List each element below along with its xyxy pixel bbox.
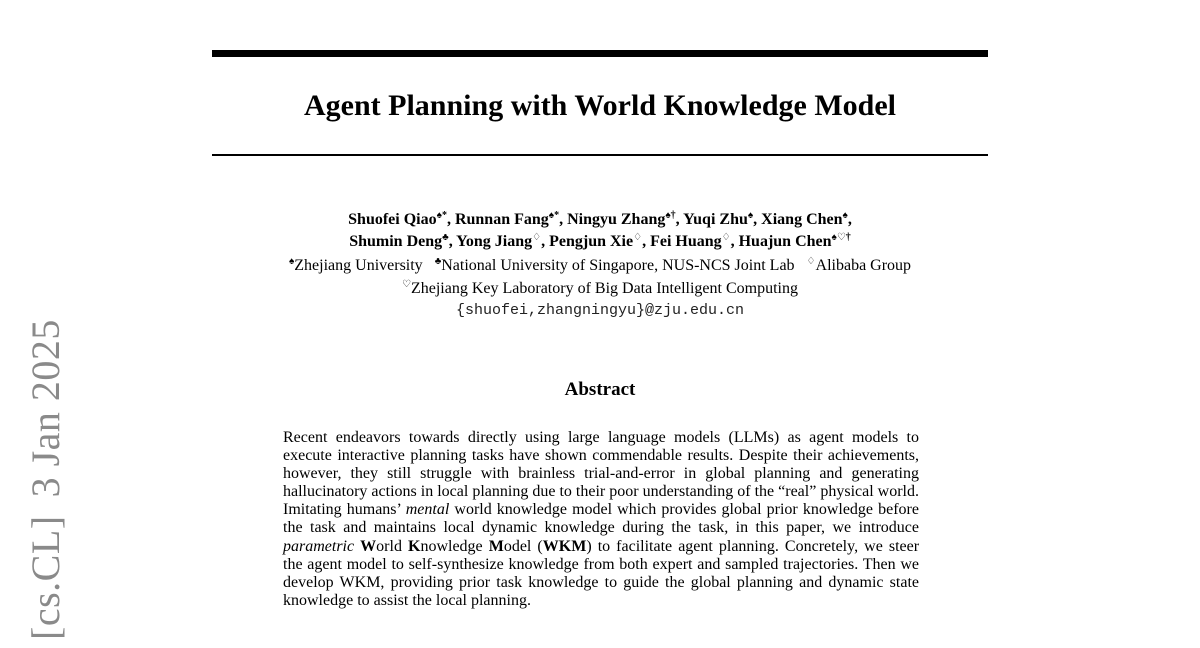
- abstract-text: ) to facilitate agent planning. Concretely, we steer the agent model to self-synthesize knowledge from both expert and sampled trajectories. Then we develop WKM, providing prior task knowledge to guide the global planning and dynamic state knowledge to assist the local planning.: [283, 537, 920, 609]
- title-top-rule: [212, 50, 988, 57]
- abstract-body: [283, 429, 919, 610]
- author-email: {shuofei,zhangningyu}@zju.edu.cn: [455, 302, 745, 319]
- affiliation-line-1: [200, 255, 1000, 277]
- paper-title: Agent Planning with World Knowledge Model: [303, 89, 896, 122]
- affiliation-zju: Zhejiang University: [294, 257, 423, 274]
- affiliation-line-2: [200, 278, 1000, 300]
- abstract-text: Recent endeavors towards directly using large language models (LLMs) as agent models to execute interactive planning tasks have shown commendable results. Despite their achievements, however, they still struggle with brainless trial-and-error in global planning and generating hallucinatory actions in local planning due to their poor understanding of the “real” physical world. Imitating humans’: [283, 429, 919, 519]
- abstract-text: orld: [376, 537, 408, 555]
- abstract-text: world knowledge model which provides global prior knowledge before the task and maintains local dynamic knowledge during the task, in this paper, we introduce: [283, 501, 919, 537]
- abstract-text: odel (: [503, 537, 543, 555]
- abstract-text: nowledge: [420, 537, 489, 555]
- arxiv-identifier: [22, 319, 69, 640]
- author-mark: ♠*: [436, 210, 447, 221]
- author-line-2: Shumin Deng♣, Yong Jiang♢, Pengjun Xie♢, Fei Huang♢, Huajun Chen♠♡†: [349, 232, 851, 250]
- author-mark: ♠: [842, 210, 848, 221]
- author-mark: ♠*: [548, 210, 560, 221]
- arxiv-category: [cs.CL]: [23, 515, 68, 640]
- author-name: Ningyu Zhang: [567, 211, 666, 228]
- author-mark: ♠♡†: [831, 232, 851, 243]
- author-mark: ♢: [721, 232, 731, 243]
- affiliation-nus: National University of Singapore, NUS-NCS Joint Lab: [441, 257, 795, 274]
- abstract-bold-wkm: WKM: [542, 537, 587, 555]
- abstract-italic-parametric: parametric: [283, 537, 355, 555]
- author-mark: ♠†: [665, 210, 676, 221]
- abstract-bold-k: K: [408, 537, 421, 555]
- title-bottom-rule: [212, 154, 988, 156]
- author-name: Xiang Chen: [761, 211, 843, 228]
- author-name: Shuofei Qiao: [348, 211, 437, 228]
- affiliation-mark: ♣: [434, 256, 442, 267]
- abstract-bold-w: W: [360, 537, 377, 555]
- author-mark: ♠: [747, 210, 754, 221]
- author-block: [212, 209, 988, 253]
- author-name: Shumin Deng: [349, 233, 443, 250]
- author-name: Yong Jiang: [456, 233, 533, 250]
- affiliation-mark: ♠: [288, 256, 295, 267]
- author-mark: ♢: [633, 232, 643, 243]
- author-mark: ♢: [532, 232, 542, 243]
- author-name: Huajun Chen: [738, 233, 832, 250]
- author-name: Runnan Fang: [454, 211, 549, 228]
- affiliation-mark: ♡: [402, 279, 411, 290]
- author-mark: ♣: [442, 232, 449, 243]
- abstract-heading: Abstract: [564, 379, 636, 400]
- affiliation-lab: Zhejiang Key Laboratory of Big Data Intelligent Computing: [410, 280, 798, 297]
- author-name: Yuqi Zhu: [683, 211, 748, 228]
- abstract-italic-mental: mental: [405, 501, 450, 519]
- author-name: Fei Huang: [650, 233, 722, 250]
- author-line-1: Shuofei Qiao♠*, Runnan Fang♠*, Ningyu Zhang♠†, Yuqi Zhu♠, Xiang Chen♠,: [348, 210, 852, 228]
- affiliation-mark: ♢: [806, 256, 816, 267]
- arxiv-date: 3 Jan 2025: [23, 319, 68, 498]
- author-name: Pengjun Xie: [549, 233, 634, 250]
- abstract-bold-m: M: [488, 537, 504, 555]
- affiliation-alibaba: Alibaba Group: [815, 257, 912, 274]
